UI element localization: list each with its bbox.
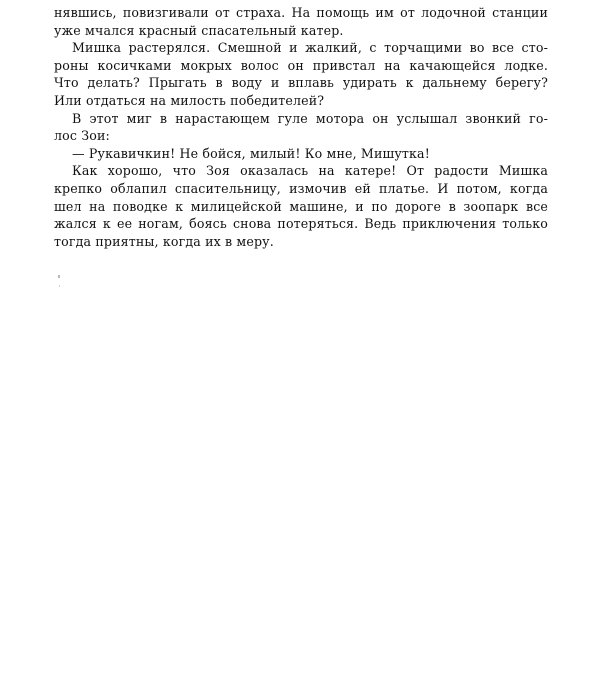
text-line: уже мчался красный спасательный катер.	[54, 22, 344, 38]
text-line: роны косичками мокрых волос он привстал на качающейся лодке.	[54, 57, 548, 73]
text-line: нявшись, повизгивали от страха. На помощь им от лодочной станции	[54, 5, 548, 20]
paragraph-first-line: В этот миг в нарастающем гуле мотора он услышал звонкий го-	[72, 110, 548, 126]
paragraph-first-line: Как хорошо, что Зоя оказалась на катере! От радости Мишка	[72, 163, 548, 179]
text-line: жался к ее ногам, боясь снова потеряться. Ведь приключения только	[54, 216, 548, 232]
paragraph-first-line: Мишка растерялся. Смешной и жалкий, с торчащими во все сто-	[72, 40, 548, 56]
text-line: шел на поводке к милицейской машине, и по дороге в зоопарк все	[54, 198, 548, 214]
text-line: крепко облапил спасительницу, измочив ей платье. И потом, когда	[54, 180, 548, 196]
story-text	[54, 4, 548, 250]
text-line: Или отдаться на милость победителей?	[54, 92, 325, 108]
text-line: Что делать? Прыгать в воду и вплавь удирать к дальнему берегу?	[54, 75, 548, 91]
scan-speck	[59, 285, 60, 287]
text-line: тогда приятны, когда их в меру.	[54, 233, 274, 249]
dialogue-line: — Рукавичкин! Не бойся, милый! Ко мне, Мишутка!	[72, 145, 430, 161]
scan-speck	[58, 275, 60, 278]
text-line: лос Зои:	[54, 128, 110, 144]
